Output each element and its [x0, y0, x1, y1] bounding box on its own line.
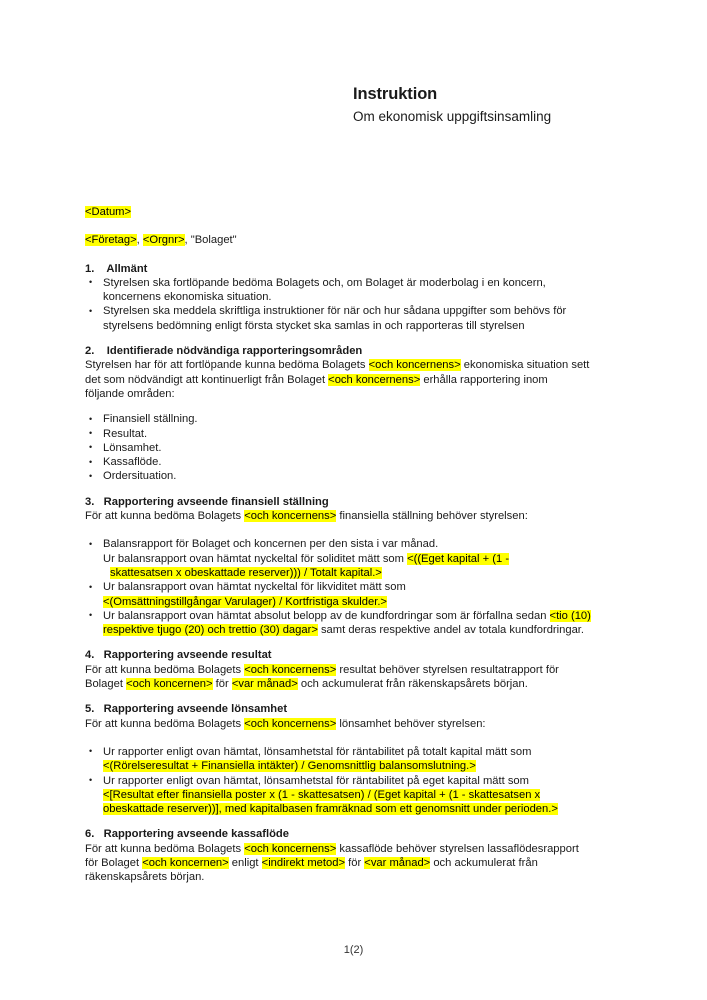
formula-token: skattesatsen x obeskattade reserver))) / Totalt kapital.> [110, 566, 382, 579]
section-heading-5 [85, 702, 630, 716]
placeholder-token: <och koncernen> [142, 856, 229, 869]
text-run: följande områden: [85, 387, 175, 400]
page-title: Instruktion [353, 85, 438, 103]
bullet-line: • Balansrapport för Bolaget och koncernen per den sista i var månad. [103, 538, 439, 551]
section-heading-4 [85, 648, 630, 662]
formula-token: <((Eget kapital + (1 - [407, 552, 510, 565]
placeholder-token: <och koncernens> [244, 717, 337, 730]
section-5-bullets [85, 745, 630, 816]
text-run: Ur balansrapport ovan hämtat absolut belopp av de kundfordringar som är förfallna sedan [103, 609, 550, 622]
section-heading-2 [85, 344, 630, 358]
company-tail: , "Bolaget" [184, 234, 237, 247]
bullet-line: • Ur rapporter enligt ovan hämtat, lönsamhetstal för räntabilitet på eget kapital mätt som [103, 774, 529, 787]
page-number: 1(2) [343, 944, 364, 956]
document-header [353, 84, 653, 125]
section-number-5: 5. [85, 703, 95, 716]
bullet-line: • Styrelsen ska fortlöpande bedöma Bolagets och, om Bolaget är moderbolag i en koncern, [103, 276, 546, 289]
section-2-areas-list [85, 412, 630, 483]
section-1-bullets [85, 276, 630, 333]
page-subtitle: Om ekonomisk uppgiftsinsamling [353, 108, 552, 124]
section-6-intro [85, 842, 630, 885]
section-heading-6 [85, 827, 630, 841]
list-item [85, 580, 630, 609]
text-run: finansiella ställning behöver styrelsen: [336, 510, 528, 523]
placeholder-token: <indirekt metod> [261, 856, 345, 869]
section-number-4: 4. [85, 649, 95, 662]
section-title-4: Rapportering avseende resultat [103, 649, 272, 662]
text-run: för [212, 678, 232, 691]
bullet-line [103, 759, 630, 773]
date-line [85, 205, 630, 219]
bullet-line [103, 566, 630, 580]
placeholder-token: respektive tjugo (20) och trettio (30) dagar> [103, 624, 318, 637]
company-separator: , [136, 234, 143, 247]
list-item [85, 412, 630, 426]
formula-token: <[Resultat efter finansiella poster x (1 - skattesatsen) / (Eget kapital + (1 - skattesatsen x [103, 788, 541, 801]
area-label: • Lönsamhet. [103, 441, 162, 454]
section-heading-1 [85, 262, 630, 276]
bullet-line: • Styrelsen ska meddela skriftliga instruktioner för när och hur sådana uppgifter som behövs för [103, 305, 567, 318]
section-title-6: Rapportering avseende kassaflöde [103, 828, 289, 841]
area-label: • Resultat. [103, 427, 148, 440]
placeholder-token: <var månad> [231, 678, 298, 691]
text-run: samt deras respektive andel av totala kundfordringar. [317, 624, 585, 637]
area-label: • Ordersituation. [103, 470, 177, 483]
area-label: • Kassaflöde. [103, 456, 162, 469]
document-body [85, 205, 630, 885]
text-run: för Bolaget [85, 856, 143, 869]
list-item [85, 427, 630, 441]
placeholder-token: <och koncernen> [126, 678, 213, 691]
placeholder-token: <och koncernens> [368, 359, 461, 372]
list-item [85, 774, 630, 817]
list-item [85, 304, 630, 333]
list-item [85, 745, 630, 774]
bullet-line: koncernens ekonomiska situation. [103, 291, 272, 304]
section-3-intro [85, 509, 630, 523]
list-item [85, 609, 630, 638]
section-number-6: 6. [85, 828, 95, 841]
text-run: Ur balansrapport ovan hämtat nyckeltal för soliditet mätt som [103, 552, 408, 565]
text-run: enligt [228, 856, 262, 869]
text-run: och ackumulerat från [430, 856, 538, 869]
section-number-2: 2. [85, 345, 95, 358]
area-label: • Finansiell ställning. [103, 413, 198, 426]
text-run: det som nödvändigt att kontinuerligt från Bolaget [85, 373, 329, 386]
text-run: För att kunna bedöma Bolagets [85, 663, 245, 676]
bullet-line [103, 802, 630, 816]
placeholder-token: <och koncernens> [244, 842, 337, 855]
text-run: ekonomiska situation sett [460, 359, 590, 372]
section-number-1: 1. [85, 262, 95, 275]
text-run: För att kunna bedöma Bolagets [85, 510, 245, 523]
section-4-intro [85, 663, 630, 692]
text-run: För att kunna bedöma Bolagets [85, 842, 245, 855]
date-placeholder: <Datum> [85, 206, 132, 218]
section-heading-3 [85, 495, 630, 509]
section-number-3: 3. [85, 495, 95, 508]
section-title-5: Rapportering avseende lönsamhet [103, 703, 288, 716]
text-run: lönsamhet behöver styrelsen: [336, 717, 486, 730]
bullet-line [103, 623, 630, 637]
section-3-bullets [85, 537, 630, 637]
list-item [85, 441, 630, 455]
orgnr-placeholder: <Orgnr> [142, 234, 185, 247]
bullet-line [103, 609, 630, 623]
placeholder-token: <och koncernens> [328, 373, 421, 386]
list-item [85, 455, 630, 469]
section-title-1: Allmänt [106, 262, 148, 275]
text-run: För att kunna bedöma Bolagets [85, 717, 245, 730]
company-placeholder: <Företag> [85, 234, 137, 247]
text-run: resultat behöver styrelsen resultatrapport för [336, 663, 559, 676]
placeholder-token: <var månad> [364, 856, 431, 869]
list-item [85, 469, 630, 483]
company-line [85, 233, 630, 247]
section-2-intro [85, 358, 630, 401]
text-run: och ackumulerat från räkenskapsårets början. [297, 678, 528, 691]
placeholder-token: <och koncernens> [244, 663, 337, 676]
bullet-line: • Ur balansrapport ovan hämtat nyckeltal för likviditet mätt som [103, 581, 406, 594]
text-run: erhålla rapportering inom [420, 373, 548, 386]
page-footer [0, 944, 707, 956]
text-run: räkenskapsårets början. [85, 871, 205, 884]
placeholder-token: <tio (10) [549, 609, 591, 622]
text-run: för [345, 856, 365, 869]
text-run: kassaflöde behöver styrelsen lassaflödesrapport [336, 842, 579, 855]
list-item [85, 276, 630, 305]
list-item [85, 537, 630, 580]
text-run: Bolaget [85, 678, 127, 691]
bullet-line: styrelsens bedömning enligt första stycket ska samlas in och rapporteras till styrelsen [103, 319, 525, 332]
section-title-2: Identifierade nödvändiga rapporteringsområden [106, 345, 363, 358]
bullet-line [103, 788, 630, 802]
bullet-line [103, 595, 630, 609]
section-title-3: Rapportering avseende finansiell ställning [103, 495, 329, 508]
bullet-line [103, 552, 630, 566]
formula-token: <(Rörelseresultat + Finansiella intäkter) / Genomsnittlig balansomslutning.> [103, 760, 476, 773]
placeholder-token: <och koncernens> [244, 510, 337, 523]
text-run: Styrelsen har för att fortlöpande kunna bedöma Bolagets [85, 359, 369, 372]
bullet-line: • Ur rapporter enligt ovan hämtat, lönsamhetstal för räntabilitet på totalt kapital mätt som [103, 745, 532, 758]
formula-token: obeskattade reserver))], med kapitalbasen framräknad som ett genomsnitt under perioden.> [103, 803, 558, 816]
formula-token: <(Omsättningstillgångar Varulager) / Kortfristiga skulder.> [103, 595, 387, 608]
section-5-intro [85, 717, 630, 731]
